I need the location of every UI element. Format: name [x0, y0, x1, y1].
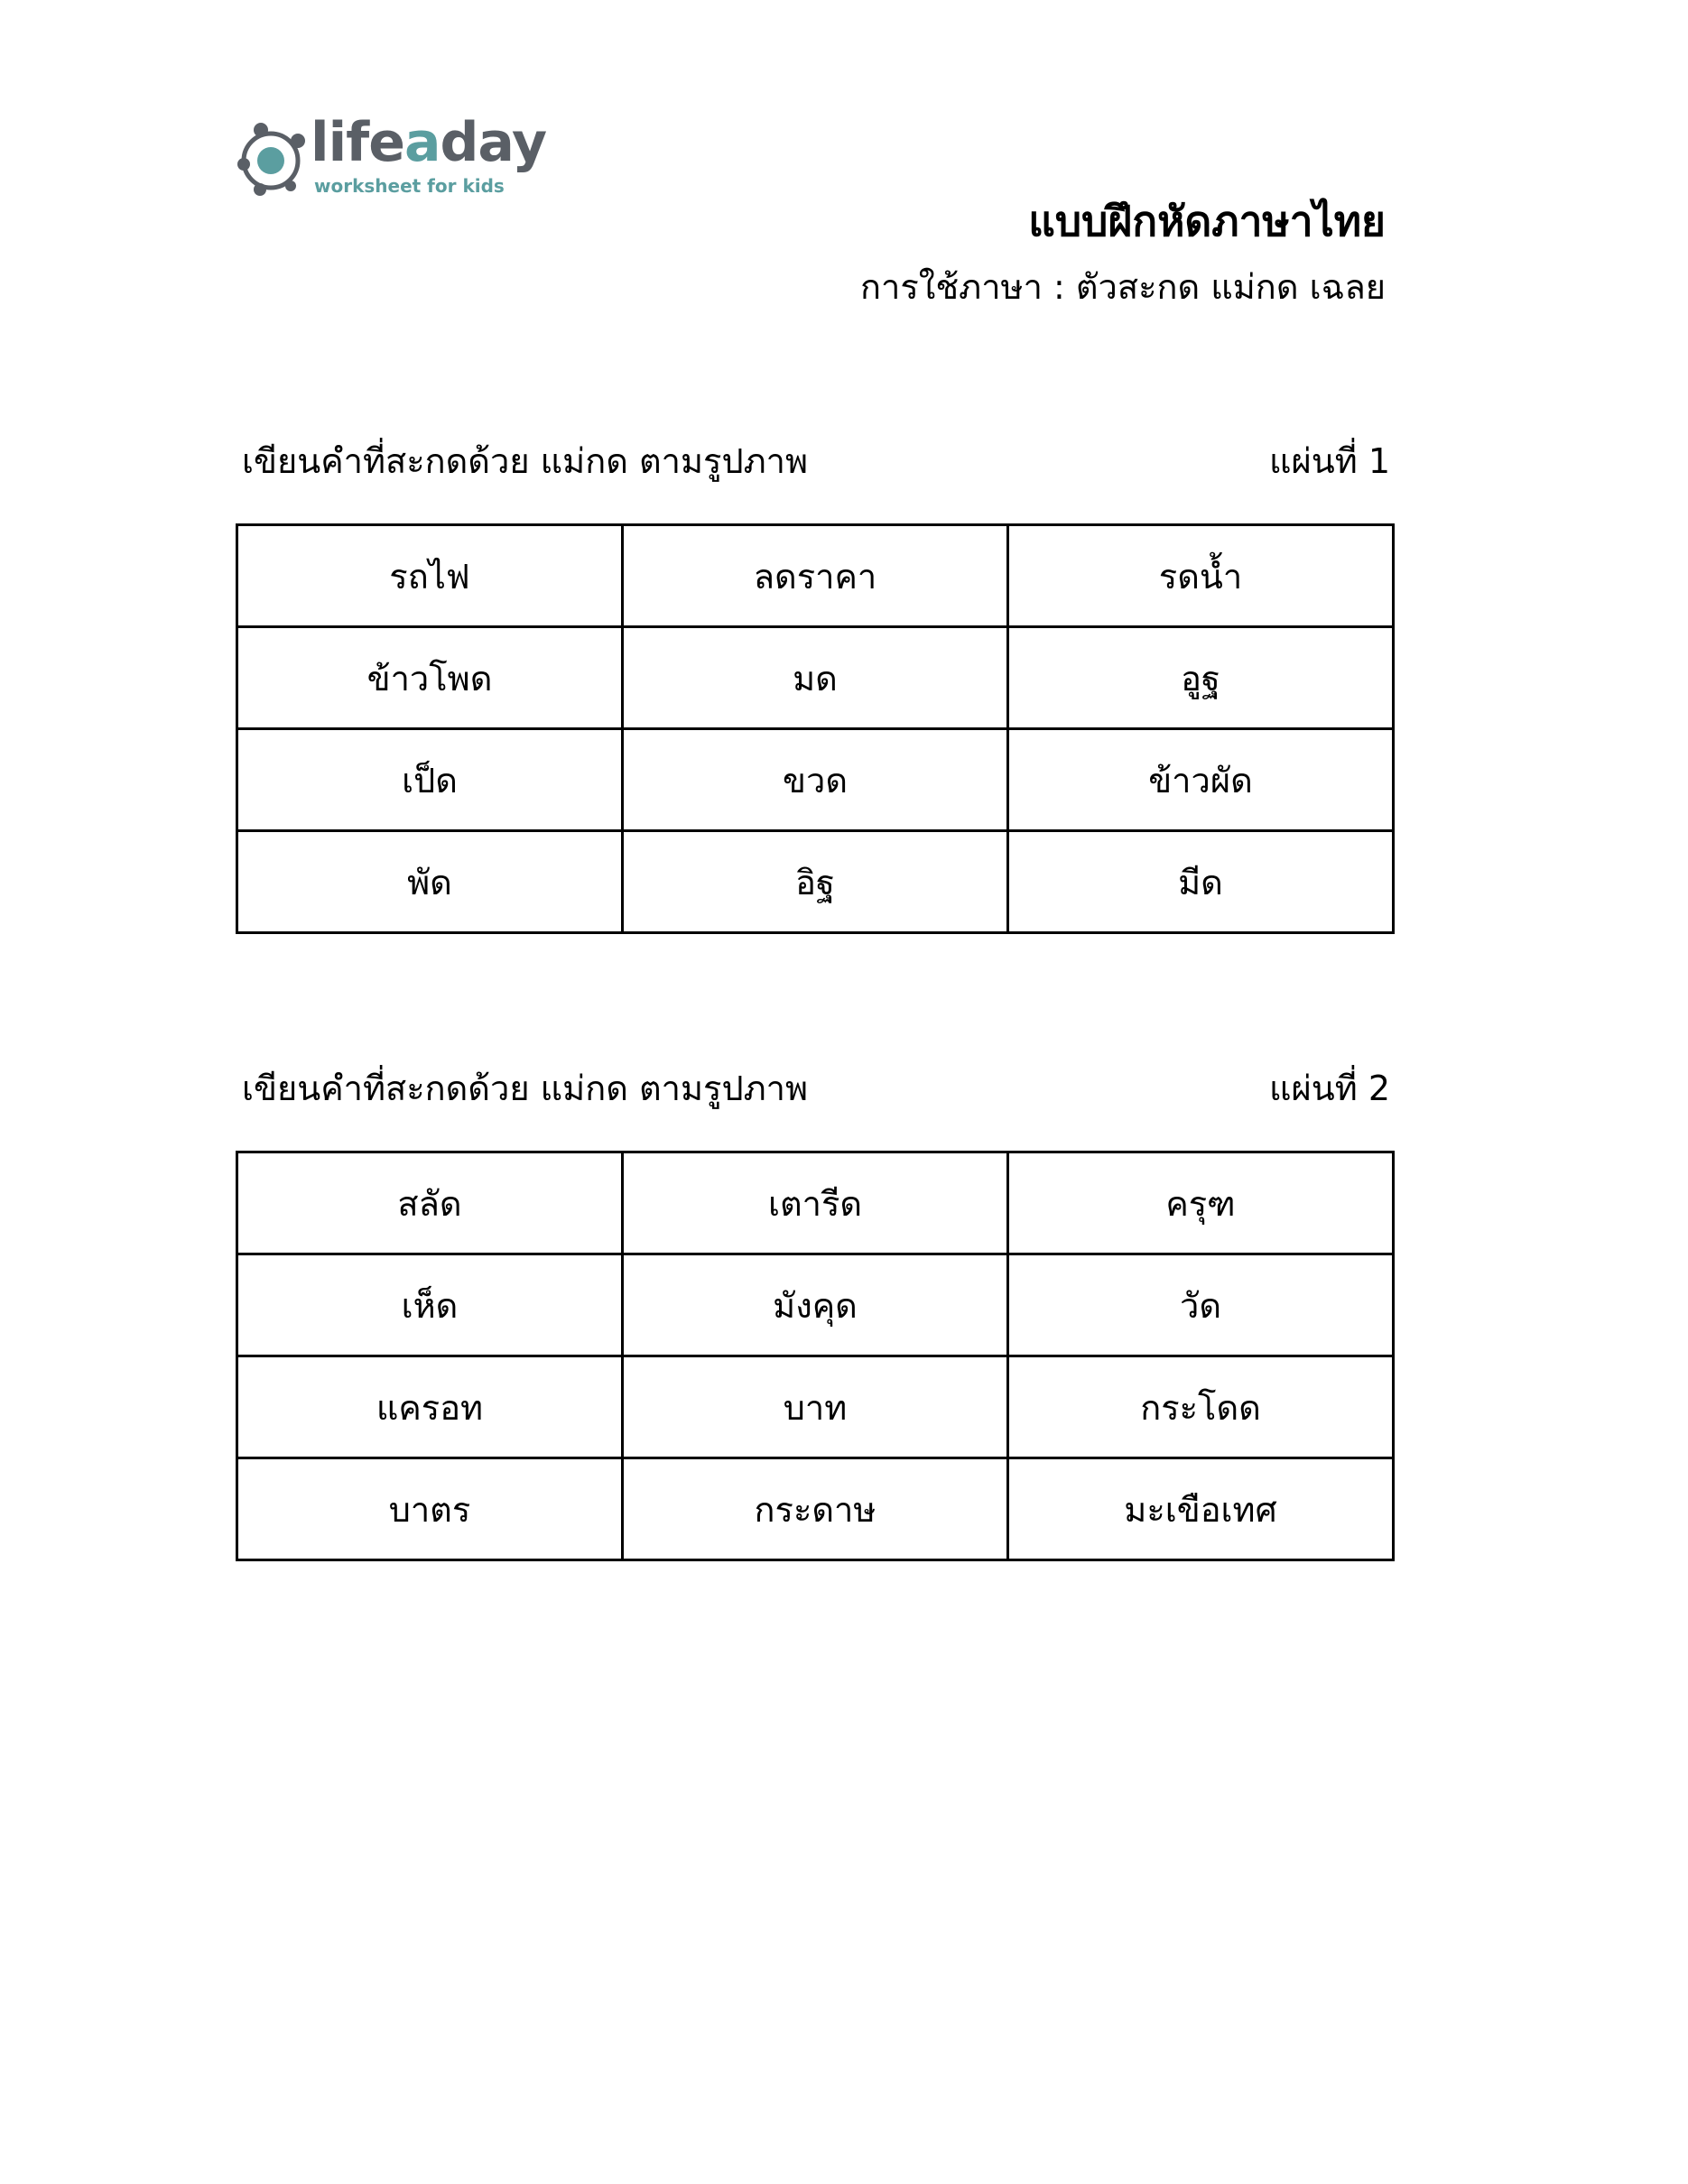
word-cell: พัด	[237, 831, 623, 933]
sheet-2-instruction: เขียนคำที่สะกดด้วย แม่กด ตามรูปภาพ	[242, 1069, 808, 1108]
sheet-2-header	[242, 1061, 1390, 1115]
word-cell: มด	[623, 627, 1008, 729]
word-cell: ขวด	[623, 729, 1008, 831]
word-cell: ครุฑ	[1008, 1152, 1394, 1254]
word-cell: กระดาษ	[623, 1458, 1008, 1560]
word-cell: สลัด	[237, 1152, 623, 1254]
word-cell: ข้าวโพด	[237, 627, 623, 729]
word-cell: ลดราคา	[623, 525, 1008, 627]
sheet-1-instruction: เขียนคำที่สะกดด้วย แม่กด ตามรูปภาพ	[242, 441, 808, 481]
word-cell: อิฐ	[623, 831, 1008, 933]
table-row	[237, 1356, 1394, 1458]
page-subtitle: การใช้ภาษา : ตัวสะกด แม่กด เฉลย	[860, 267, 1386, 307]
word-cell: ข้าวผัด	[1008, 729, 1394, 831]
word-cell: กระโดด	[1008, 1356, 1394, 1458]
table-row	[237, 525, 1394, 627]
word-cell: เตารีด	[623, 1152, 1008, 1254]
word-cell: บาตร	[237, 1458, 623, 1560]
molecule-dots-icon	[237, 121, 312, 197]
word-cell: วัด	[1008, 1254, 1394, 1356]
sheet-1-header	[242, 434, 1390, 488]
logo-tagline: worksheet for kids	[314, 175, 505, 197]
sheet-2-word-table	[236, 1151, 1395, 1561]
table-row	[237, 831, 1394, 933]
word-cell: รถไฟ	[237, 525, 623, 627]
word-cell: เป็ด	[237, 729, 623, 831]
logo-wordmark: lifeaday	[311, 111, 547, 174]
word-cell: เห็ด	[237, 1254, 623, 1356]
table-row	[237, 1254, 1394, 1356]
page-title: แบบฝึกหัดภาษาไทย	[1028, 197, 1386, 245]
table-row	[237, 627, 1394, 729]
table-row	[237, 1458, 1394, 1560]
word-cell: มีด	[1008, 831, 1394, 933]
word-cell: แครอท	[237, 1356, 623, 1458]
word-cell: มังคุด	[623, 1254, 1008, 1356]
word-cell: มะเขือเทศ	[1008, 1458, 1394, 1560]
table-row	[237, 1152, 1394, 1254]
sheet-2-label: แผ่นที่ 2	[1268, 1069, 1390, 1108]
sheet-1-label: แผ่นที่ 1	[1268, 441, 1390, 481]
sheet-1-word-table	[236, 523, 1395, 934]
word-cell: รดน้ำ	[1008, 525, 1394, 627]
table-row	[237, 729, 1394, 831]
word-cell: บาท	[623, 1356, 1008, 1458]
logo	[237, 111, 547, 204]
word-cell: อูฐ	[1008, 627, 1394, 729]
